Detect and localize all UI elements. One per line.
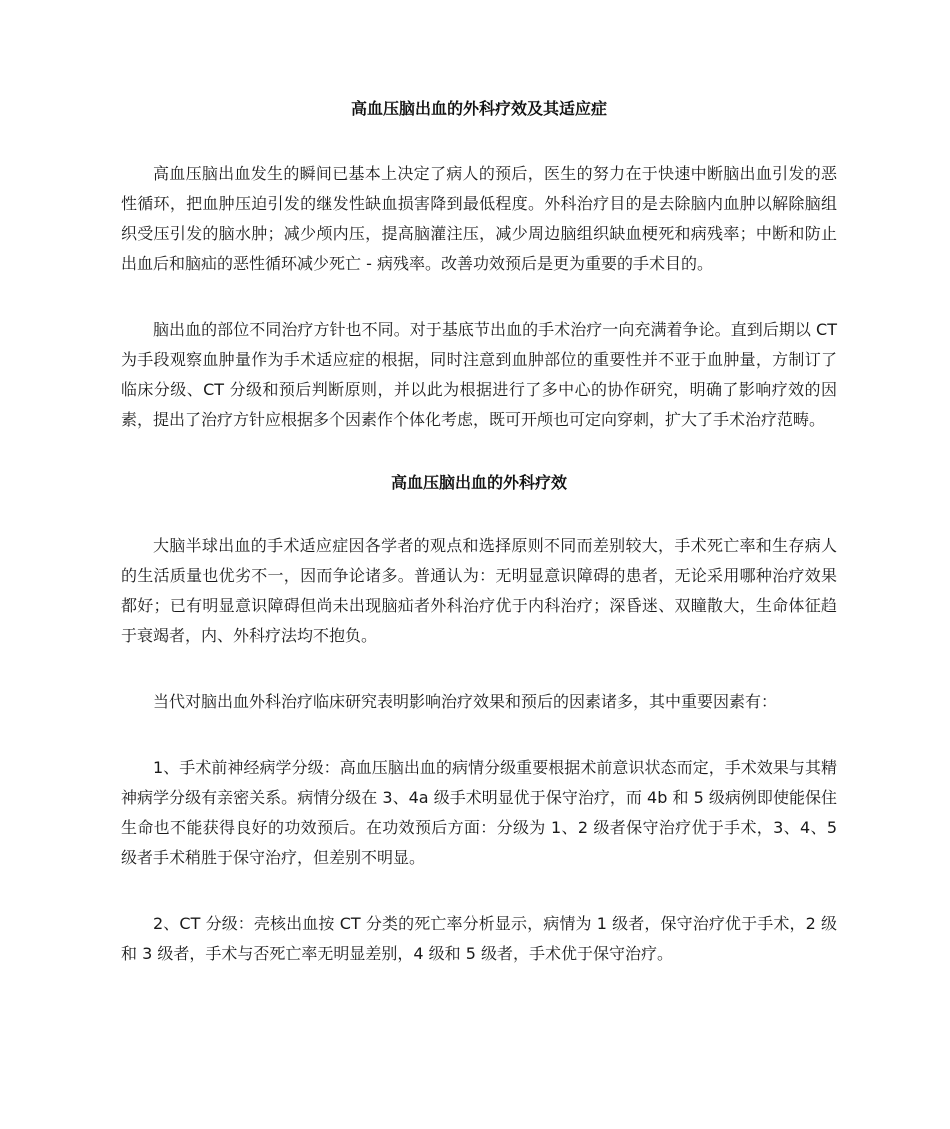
paragraph-factors: 当代对脑出血外科治疗临床研究表明影响治疗效果和预后的因素诸多，其中重要因素有： bbox=[153, 692, 778, 711]
section-subtitle: 高血压脑出血的外科疗效 bbox=[390, 473, 567, 492]
paragraph-intro: 高血压脑出血发生的瞬间已基本上决定了病人的预后，医生的努力在于快速中断脑出血引发的恶性循环，把血肿压迫引发的继发性缺血损害降到最低程度。外科治疗目的是去除脑内血肿以解除脑组织受压引发的脑水肿；减少颅内压，提高脑灌注压，减少周边脑组织缺血梗死和病残率；中断和防止出血后和脑疝的恶性循环减少死亡 - 病残率。改善功效预后是更为重要的手术目的。 bbox=[121, 164, 837, 273]
paragraph-ct-grading: 2、CT 分级：壳核出血按 CT 分类的死亡率分析显示，病情为 1 级者，保守治疗优于手术，2 级和 3 级者，手术与否死亡率无明显差别，4 级和 5 级者，手术优于保守治疗。 bbox=[121, 914, 837, 963]
document-page bbox=[121, 97, 837, 1005]
paragraph-neuro-grading: 1、手术前神经病学分级：高血压脑出血的病情分级重要根据术前意识状态而定，手术效果与其精神病学分级有亲密关系。病情分级在 3、4a 级手术明显优于保守治疗，而 4b 和 5 级病例即使能保住生命也不能获得良好的功效预后。在功效预后方面：分级为 1、2 级者保守治疗优于手术，3、4、5 级者手术稍胜于保守治疗，但差别不明显。 bbox=[121, 758, 837, 867]
paragraph-indications: 大脑半球出血的手术适应症因各学者的观点和选择原则不同而差别较大，手术死亡率和生存病人的生活质量也优劣不一，因而争论诸多。普通认为：无明显意识障碍的患者，无论采用哪种治疗效果都好；已有明显意识障碍但尚未出现脑疝者外科治疗优于内科治疗；深昏迷、双瞳散大，生命体征趋于衰竭者，内、外科疗法均不抱负。 bbox=[121, 536, 837, 645]
document-title: 高血压脑出血的外科疗效及其适应症 bbox=[350, 99, 607, 118]
paragraph-location: 脑出血的部位不同治疗方针也不同。对于基底节出血的手术治疗一向充满着争论。直到后期以 CT 为手段观察血肿量作为手术适应症的根据，同时注意到血肿部位的重要性并不亚于血肿量，方制订了临床分级、CT 分级和预后判断原则，并以此为根据进行了多中心的协作研究，明确了影响疗效的因素，提出了治疗方针应根据多个因素作个体化考虑，既可开颅也可定向穿刺，扩大了手术治疗范畴。 bbox=[121, 320, 837, 429]
